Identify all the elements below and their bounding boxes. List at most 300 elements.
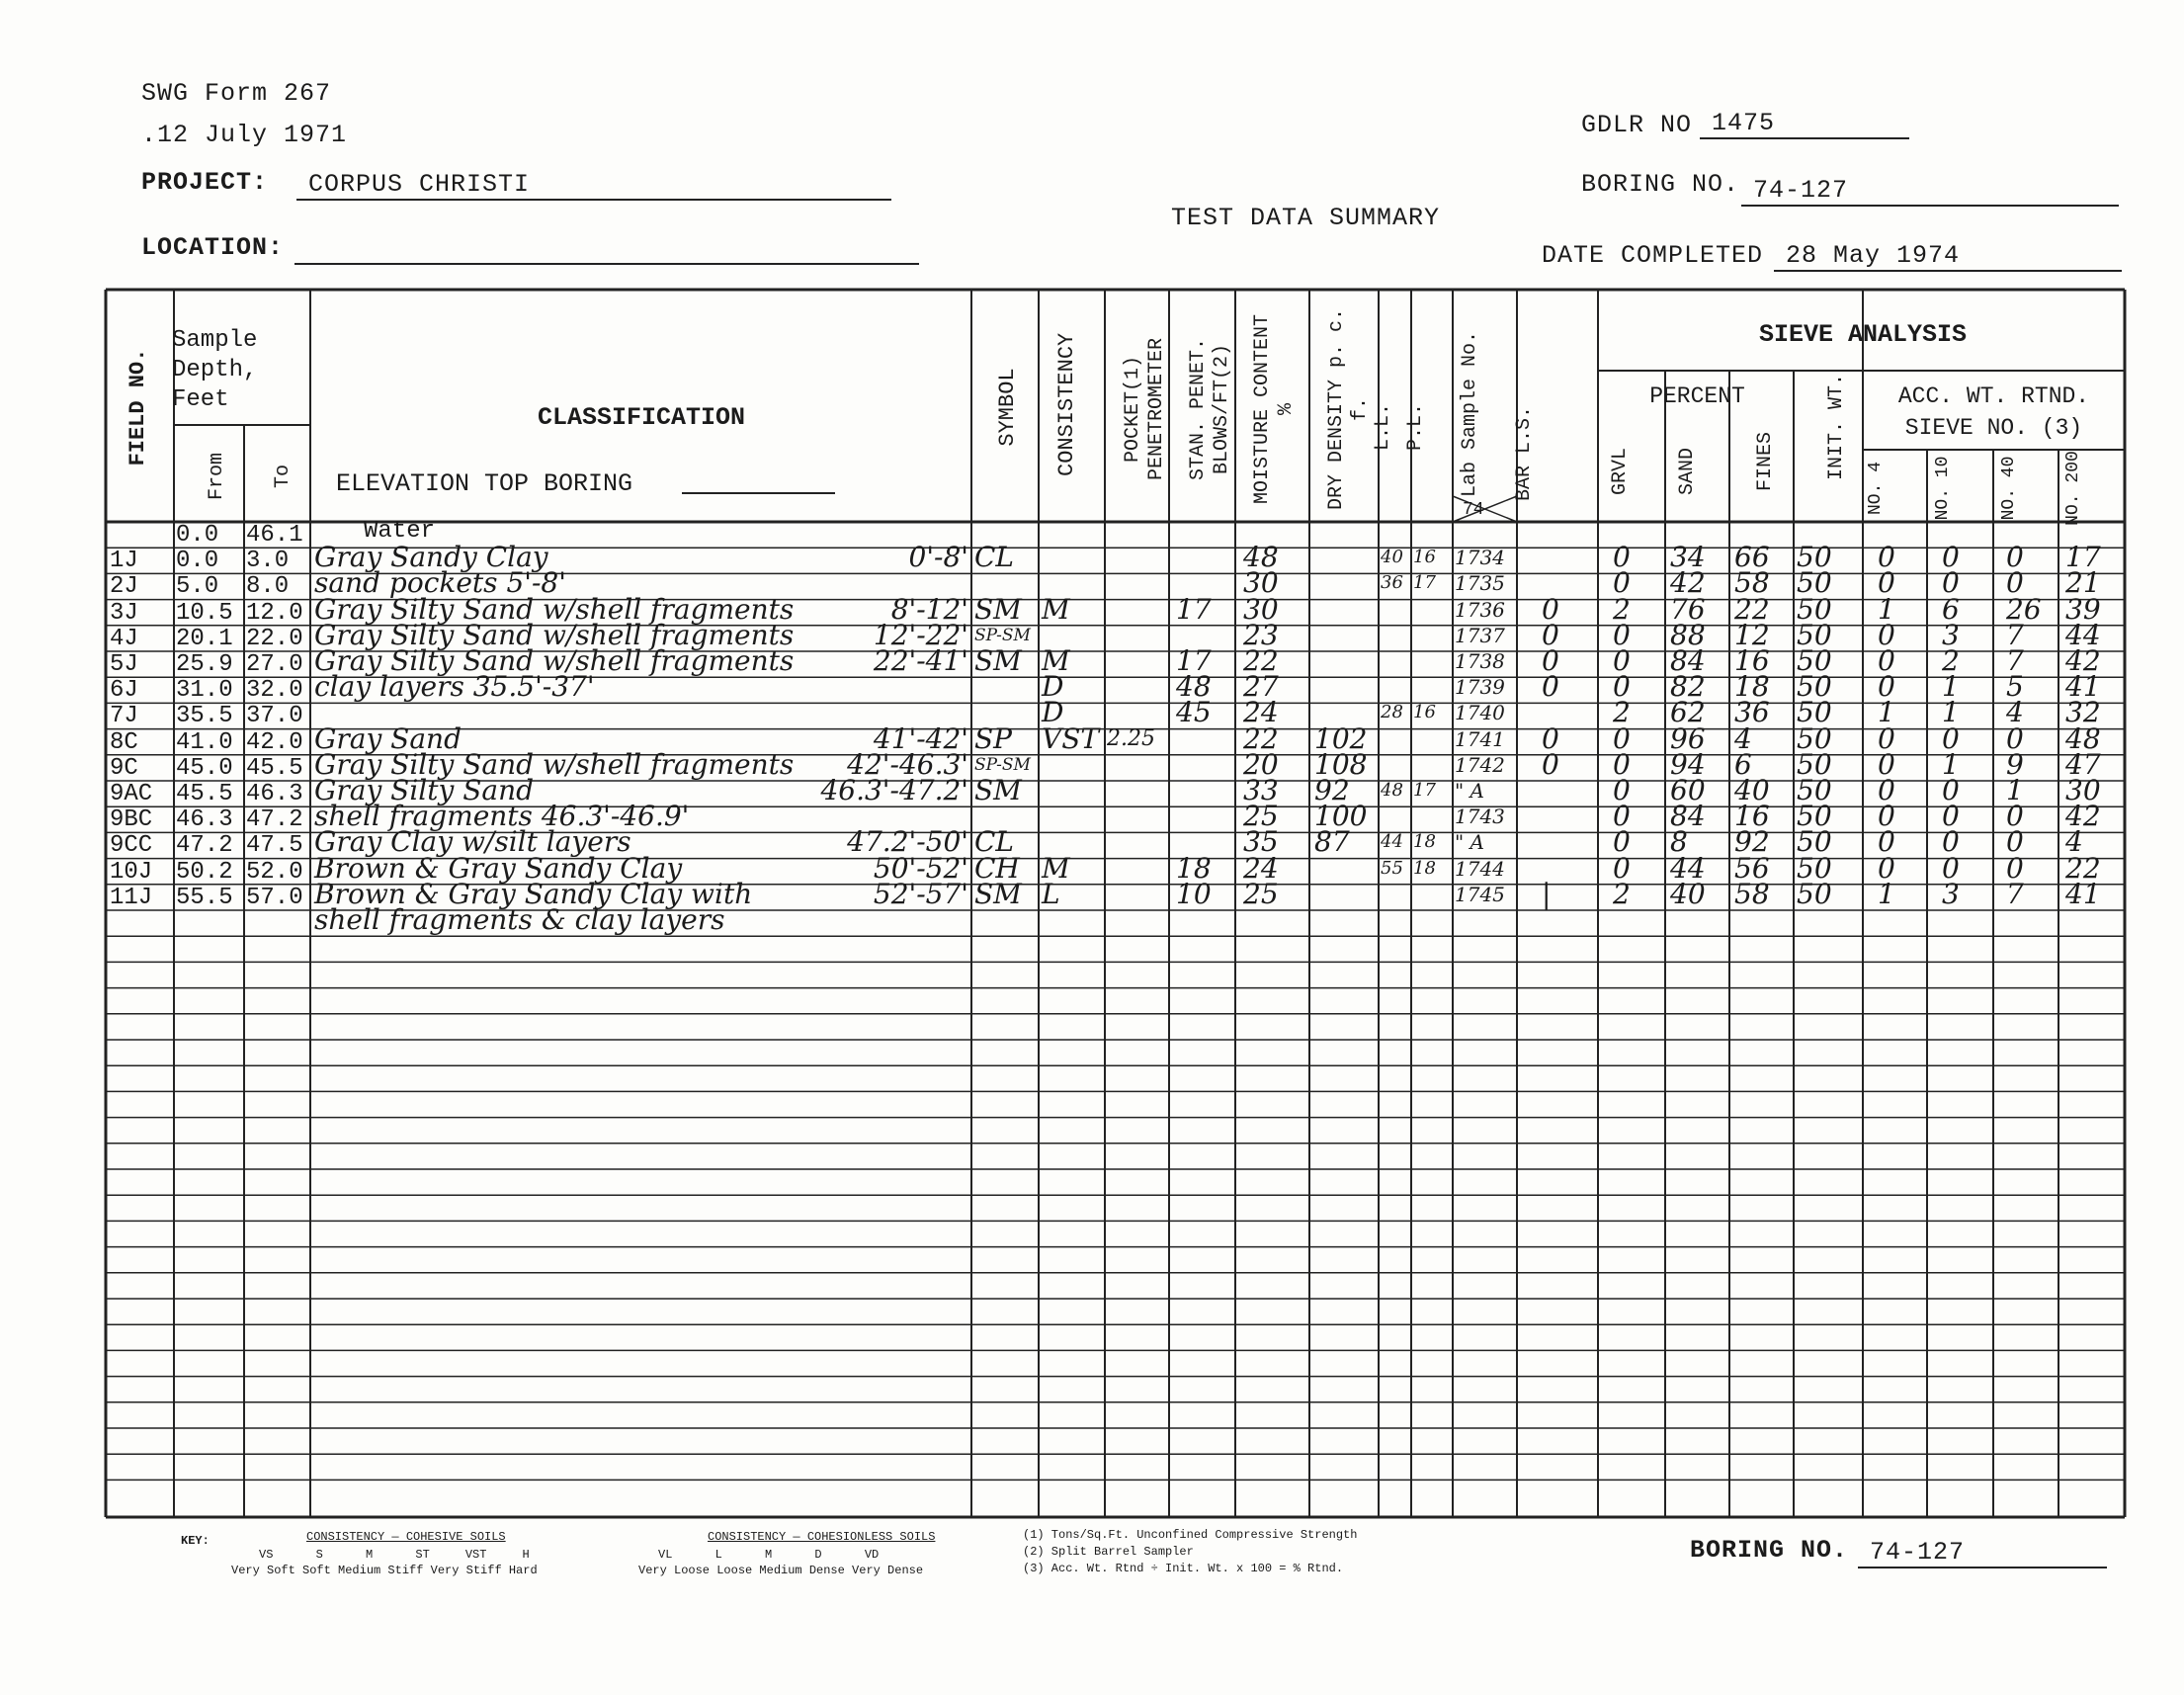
cell-n200: 30: [2065, 774, 2101, 806]
col-stan-penet: STAN. PENET. BLOWS/FT(2): [1187, 337, 1233, 481]
cell-cons: [1042, 907, 1103, 933]
cell-n200: 42: [2065, 644, 2101, 677]
cell-dry: [1314, 882, 1378, 907]
cell-stan: [1176, 778, 1233, 804]
cell-dry: 92: [1314, 774, 1350, 806]
cell-n4: 1: [1878, 592, 1895, 626]
cell-init: 50: [1797, 851, 1832, 885]
cell-moist: 35: [1243, 825, 1279, 859]
cell-grvl: 2: [1613, 592, 1631, 626]
cell-grvl: 0: [1613, 618, 1631, 651]
cell-cons: D: [1042, 696, 1064, 729]
cell-n10: 3: [1942, 877, 1960, 910]
cell-from: 45.5: [176, 781, 233, 807]
cell-grvl: 0: [1613, 721, 1631, 755]
cell-symbol: SM: [974, 644, 1022, 677]
cell-dry: [1314, 907, 1378, 933]
cell-pocket: [1107, 519, 1168, 545]
cell-cons: [1042, 804, 1103, 829]
cell-classification: Gray Silty Sand w/shell fragments: [314, 618, 795, 651]
cell-n200: 22: [2065, 851, 2101, 885]
cell-n40: 0: [2006, 541, 2024, 574]
cell-moist: 25: [1243, 877, 1279, 910]
cell-n200: [2065, 907, 2123, 933]
cell-lab: 1737: [1455, 623, 1505, 647]
cell-classification: clay layers 35.5'-37': [314, 670, 595, 704]
cell-to: 8.0: [246, 573, 290, 601]
col-no40: NO. 40: [1999, 456, 2019, 521]
cell-n200: 41: [2065, 877, 2101, 910]
date-completed-label: DATE COMPLETED: [1542, 241, 1764, 270]
cell-init: 50: [1797, 618, 1832, 651]
footer-boring-label: BORING NO.: [1690, 1536, 1849, 1565]
cell-stan: [1176, 752, 1233, 778]
cell-moist: 24: [1243, 851, 1279, 885]
cell-n10: 1: [1942, 670, 1960, 704]
cell-pl: 17: [1413, 780, 1436, 801]
col-sieve-no: SIEVE NO. (3): [1904, 415, 2083, 441]
cell-stan: 18: [1176, 851, 1212, 885]
cell-n200: 17: [2065, 541, 2101, 574]
cell-sand: 60: [1670, 774, 1706, 806]
cell-grvl: 2: [1613, 877, 1631, 910]
cell-ll: [1381, 674, 1410, 700]
cell-moist: 22: [1243, 644, 1279, 677]
cell-n4: 0: [1878, 800, 1895, 833]
cell-ll: 40: [1381, 547, 1403, 568]
cell-cons: VST: [1042, 721, 1100, 755]
cell-lab: 1734: [1455, 546, 1505, 570]
cell-moist: 30: [1243, 592, 1279, 626]
col-grvl: GRVL: [1609, 448, 1632, 496]
cell-dry: [1314, 519, 1378, 545]
cell-pl: [1413, 804, 1453, 829]
cell-ll: 48: [1381, 780, 1403, 801]
cell-lab: " A: [1455, 779, 1484, 803]
cell-pocket: [1107, 752, 1168, 778]
cell-from: 25.9: [176, 651, 233, 678]
cell-to: 52.0: [246, 858, 303, 886]
cell-fines: 58: [1734, 566, 1770, 600]
cell-ll: [1381, 752, 1410, 778]
cell-field: 6J: [110, 677, 138, 705]
cell-symbol: [974, 674, 1038, 700]
cell-fines: 16: [1734, 644, 1770, 677]
cell-sand: 40: [1670, 877, 1706, 910]
cell-n40: 7: [2006, 877, 2024, 910]
cell-to: 46.3: [246, 781, 303, 807]
key-note-1: (1) Tons/Sq.Ft. Unconfined Compressive Strength: [1023, 1528, 1358, 1542]
col-bar-ls: BAR L.S.: [1513, 406, 1536, 502]
cell-n200: 21: [2065, 566, 2101, 600]
col-fines: FINES: [1754, 432, 1777, 492]
cell-moist: 27: [1243, 670, 1279, 704]
cell-init: 50: [1797, 800, 1832, 833]
cell-pl: [1413, 623, 1453, 648]
cell-to: 42.0: [246, 728, 303, 756]
cell-pl: 16: [1413, 547, 1436, 568]
col-symbol: SYMBOL: [995, 368, 1020, 447]
cell-bar: 0: [1542, 721, 1559, 755]
cell-sand: [1670, 907, 1727, 933]
cell-sand: 42: [1670, 566, 1706, 600]
cell-moist: 25: [1243, 800, 1279, 833]
cell-n4: [1878, 907, 1925, 933]
cell-from: 0.0: [176, 522, 219, 549]
cell-sand: 76: [1670, 592, 1706, 626]
cell-pocket: [1107, 829, 1168, 855]
cell-fines: 4: [1734, 721, 1752, 755]
cell-n40: 0: [2006, 721, 2024, 755]
cell-ll: [1381, 882, 1410, 907]
cell-sand: 44: [1670, 851, 1706, 885]
cell-classification: sand pockets 5'-8': [314, 566, 566, 600]
cell-from: 45.0: [176, 754, 233, 782]
cell-n40: 1: [2006, 774, 2024, 806]
cell-dry: 108: [1314, 747, 1368, 781]
cell-from: 31.0: [176, 677, 233, 705]
cell-lab: 1744: [1455, 856, 1505, 881]
cell-n200: 44: [2065, 618, 2101, 651]
cell-fines: 18: [1734, 670, 1770, 704]
cell-to: 47.2: [246, 806, 303, 834]
cell-n10: 2: [1942, 644, 1960, 677]
cell-stan: 17: [1176, 644, 1212, 677]
cell-init: 50: [1797, 721, 1832, 755]
cell-pl: [1413, 882, 1453, 907]
cell-classification: shell fragments & clay layers: [314, 903, 725, 936]
key-cohesionless-words: Very Loose Loose Medium Dense Very Dense: [638, 1564, 924, 1577]
cell-fines: 58: [1734, 877, 1770, 910]
cell-lab: 1739: [1455, 675, 1505, 700]
cell-sand: 88: [1670, 618, 1706, 651]
cell-init: 50: [1797, 566, 1832, 600]
cell-fines: 56: [1734, 851, 1770, 885]
cell-dry: [1314, 856, 1378, 882]
cell-from: 46.3: [176, 806, 233, 834]
cell-n40: 7: [2006, 618, 2024, 651]
cell-init: 50: [1797, 670, 1832, 704]
cell-n10: 1: [1942, 696, 1960, 729]
col-init-wt: INIT. WT.: [1825, 373, 1848, 481]
cell-moist: 33: [1243, 774, 1279, 806]
cell-n40: 0: [2006, 825, 2024, 859]
cell-lab: 1742: [1455, 752, 1505, 777]
cell-classification: Gray Sandy Clay: [314, 541, 548, 574]
date-completed-field: 28 May 1974: [1774, 241, 2122, 272]
cell-sand: 82: [1670, 670, 1706, 704]
cell-ll: 36: [1381, 572, 1403, 594]
cell-n4: 1: [1878, 696, 1895, 729]
cell-bar: 0: [1542, 592, 1559, 626]
cell-pl: 18: [1413, 857, 1436, 879]
cell-n40: 5: [2006, 670, 2024, 704]
cell-n40: [2006, 907, 2058, 933]
cell-pocket: [1107, 648, 1168, 674]
cell-symbol: CH: [974, 851, 1020, 885]
cell-pocket: [1107, 674, 1168, 700]
cell-n10: 0: [1942, 851, 1960, 885]
cell-classification: Brown & Gray Sandy Clay with: [314, 877, 753, 910]
cell-fines: 66: [1734, 541, 1770, 574]
cell-symbol: SP-SM: [974, 625, 1031, 645]
cell-n4: 0: [1878, 774, 1895, 806]
cell-n10: 0: [1942, 721, 1960, 755]
cell-grvl: 0: [1613, 670, 1631, 704]
cell-from: 0.0: [176, 548, 219, 575]
cell-pocket: [1107, 597, 1168, 623]
key-cohesionless-codes: VL L M D VD: [658, 1548, 880, 1562]
cell-pl: 17: [1413, 572, 1436, 594]
cell-pl: [1413, 752, 1453, 778]
key-cohesive-words: Very Soft Soft Medium Stiff Very Stiff Hard: [231, 1564, 538, 1577]
cell-n10: 0: [1942, 541, 1960, 574]
cell-classification: Gray Clay w/silt layers: [314, 825, 631, 859]
cell-to: 45.5: [246, 754, 303, 782]
cell-n4: 0: [1878, 721, 1895, 755]
cell-to: 47.5: [246, 832, 303, 860]
cell-moist: 48: [1243, 541, 1279, 574]
col-to: To: [272, 465, 294, 489]
cell-field: 9BC: [110, 806, 153, 834]
cell-lab: 1736: [1455, 597, 1505, 622]
cell-lab: [1455, 519, 1516, 545]
cell-field: 3J: [110, 599, 138, 627]
cell-field: 10J: [110, 858, 153, 886]
cell-n200: 42: [2065, 800, 2101, 833]
cell-cons: L: [1042, 877, 1060, 910]
col-elevation: ELEVATION TOP BORING: [336, 469, 633, 498]
cell-cons: M: [1042, 851, 1070, 885]
cell-fines: 36: [1734, 696, 1770, 729]
col-dry-density: DRY DENSITY p. c. f.: [1325, 307, 1372, 511]
cell-to: [246, 911, 309, 937]
cell-bar: [1542, 778, 1597, 804]
cell-fines: 40: [1734, 774, 1770, 806]
cell-fines: 12: [1734, 618, 1770, 651]
cell-bar: 0: [1542, 670, 1559, 704]
col-consistency: CONSISTENCY: [1054, 332, 1079, 476]
cell-n4: 0: [1878, 618, 1895, 651]
cell-dry: 102: [1314, 721, 1368, 755]
cell-stan: [1176, 519, 1233, 545]
cell-dry: 87: [1314, 825, 1350, 859]
cell-symbol: SP: [974, 721, 1013, 755]
cell-fines: 92: [1734, 825, 1770, 859]
cell-ll: 28: [1381, 702, 1403, 723]
cell-init: 50: [1797, 774, 1832, 806]
cell-dry: 100: [1314, 800, 1368, 833]
col-pl: P.L.: [1404, 403, 1427, 452]
key-label: KEY:: [181, 1534, 210, 1548]
cell-classification: Gray Silty Sand: [314, 774, 535, 806]
cell-grvl: 0: [1613, 566, 1631, 600]
cell-stan: [1176, 907, 1233, 933]
cell-ll: [1381, 907, 1410, 933]
cell-stan: [1176, 804, 1233, 829]
cell-fines: [1734, 907, 1792, 933]
cell-classification: Gray Silty Sand w/shell fragments: [314, 644, 795, 677]
cell-n10: 6: [1942, 592, 1960, 626]
cell-n40: 4: [2006, 696, 2024, 729]
cell-n4: 0: [1878, 670, 1895, 704]
cell-dry: [1314, 648, 1378, 674]
cell-pl: 16: [1413, 702, 1436, 723]
cell-field: 9CC: [110, 832, 153, 860]
cell-grvl: 0: [1613, 825, 1631, 859]
cell-from: 47.2: [176, 832, 233, 860]
project-label: PROJECT:: [141, 168, 269, 197]
cell-n10: 0: [1942, 825, 1960, 859]
cell-n4: 0: [1878, 825, 1895, 859]
cell-init: 50: [1797, 592, 1832, 626]
cell-range: 46.3'-47.2': [820, 774, 968, 806]
cell-stan: [1176, 726, 1233, 752]
boring-field: 74-127: [1741, 176, 2119, 207]
col-pocket-penetrometer: POCKET(1) PENETROMETER: [1122, 337, 1168, 481]
cell-n10: 1: [1942, 747, 1960, 781]
cell-sand: 62: [1670, 696, 1706, 729]
cell-sand: 34: [1670, 541, 1706, 574]
cell-n200: 47: [2065, 747, 2101, 781]
cell-grvl: 0: [1613, 851, 1631, 885]
cell-symbol: SM: [974, 592, 1022, 626]
cell-from: 35.5: [176, 703, 233, 730]
cell-n40: 0: [2006, 800, 2024, 833]
key-cohesionless-title: CONSISTENCY — COHESIONLESS SOILS: [708, 1530, 936, 1544]
cell-range: 22'-41': [873, 644, 968, 677]
cell-cons: M: [1042, 592, 1070, 626]
cell-to: 46.1: [246, 522, 303, 549]
cell-pocket: [1107, 700, 1168, 725]
project-field: CORPUS CHRISTI: [296, 170, 891, 201]
cell-pl: [1413, 907, 1453, 933]
cell-range: [781, 907, 968, 933]
key-note-2: (2) Split Barrel Sampler: [1023, 1545, 1194, 1559]
cell-from: 55.5: [176, 884, 233, 911]
cell-range: 0'-8': [908, 541, 968, 574]
cell-bar: [1542, 545, 1597, 570]
cell-grvl: 0: [1613, 747, 1631, 781]
cell-pl: [1413, 519, 1453, 545]
cell-field: 9AC: [110, 781, 153, 807]
elevation-field: [682, 492, 835, 494]
cell-n4: 0: [1878, 541, 1895, 574]
cell-bar: [1542, 519, 1597, 545]
cell-range: 12'-22': [873, 618, 968, 651]
cell-n4: 1: [1878, 877, 1895, 910]
key-cohesive-codes: VS S M ST VST H: [259, 1548, 530, 1562]
cell-bar: |: [1542, 877, 1552, 910]
form-id: SWG Form 267: [141, 79, 332, 108]
cell-ll: [1381, 648, 1410, 674]
cell-n200: 48: [2065, 721, 2101, 755]
gdlr-field: 1475: [1700, 109, 1909, 139]
footer-boring-field: 74-127: [1858, 1538, 2107, 1568]
cell-range: 52'-57': [873, 877, 968, 910]
cell-ll: [1381, 726, 1410, 752]
cell-grvl: 0: [1613, 541, 1631, 574]
cell-moist: 22: [1243, 721, 1279, 755]
cell-n40: 0: [2006, 566, 2024, 600]
cell-sand: 96: [1670, 721, 1706, 755]
cell-classification: Gray Sand: [314, 721, 462, 755]
cell-symbol: SP-SM: [974, 754, 1031, 775]
cell-field: 1J: [110, 548, 138, 575]
col-moisture: MOISTURE CONTENT %: [1251, 313, 1298, 505]
cell-symbol: CL: [974, 541, 1015, 574]
cell-dry: [1314, 623, 1378, 648]
form-title: TEST DATA SUMMARY: [1171, 204, 1441, 232]
cell-n4: 0: [1878, 644, 1895, 677]
cell-from: 5.0: [176, 573, 219, 601]
cell-init: 50: [1797, 747, 1832, 781]
cell-pocket: [1107, 882, 1168, 907]
cell-grvl: 0: [1613, 644, 1631, 677]
cell-n10: [1942, 907, 1991, 933]
cell-n10: 0: [1942, 800, 1960, 833]
cell-pl: [1413, 674, 1453, 700]
cell-n200: 32: [2065, 696, 2101, 729]
cell-pl: 18: [1413, 831, 1436, 853]
cell-n40: 9: [2006, 747, 2024, 781]
cell-dry: [1314, 597, 1378, 623]
cell-init: [1797, 907, 1862, 933]
cell-n200: 41: [2065, 670, 2101, 704]
cell-n10: 3: [1942, 618, 1960, 651]
cell-n200: 4: [2065, 825, 2083, 859]
cell-to: 32.0: [246, 677, 303, 705]
boring-label: BORING NO.: [1581, 170, 1740, 199]
col-no10: NO. 10: [1933, 456, 1953, 521]
cell-pl: [1413, 648, 1453, 674]
cell-to: 57.0: [246, 884, 303, 911]
cell-cons: D: [1042, 670, 1064, 704]
cell-from: [176, 911, 243, 937]
key-note-3: (3) Acc. Wt. Rtnd ÷ Init. Wt. x 100 = % Rtnd.: [1023, 1562, 1344, 1575]
cell-grvl: 0: [1613, 800, 1631, 833]
cell-moist: 23: [1243, 618, 1279, 651]
cell-pl: [1413, 597, 1453, 623]
cell-bar: [1542, 829, 1597, 855]
cell-stan: [1176, 545, 1233, 570]
key-cohesive-title: CONSISTENCY — COHESIVE SOILS: [306, 1530, 506, 1544]
cell-from: 41.0: [176, 728, 233, 756]
cell-bar: [1542, 907, 1597, 933]
cell-bar: 0: [1542, 644, 1559, 677]
cell-lab: 1745: [1455, 882, 1505, 906]
cell-lab: 1738: [1455, 649, 1505, 673]
cell-range: 50'-52': [873, 851, 968, 885]
cell-dry: [1314, 545, 1378, 570]
cell-init: 50: [1797, 825, 1832, 859]
cell-ll: 55: [1381, 857, 1403, 879]
cell-bar: 0: [1542, 618, 1559, 651]
form-date: .12 July 1971: [141, 121, 348, 149]
cell-field: 4J: [110, 625, 138, 652]
col-ll: L.L.: [1372, 403, 1394, 452]
cell-fines: 16: [1734, 800, 1770, 833]
cell-classification: Water: [364, 518, 436, 545]
cell-field: 8C: [110, 728, 138, 756]
cell-classification: Gray Silty Sand w/shell fragments: [314, 747, 795, 781]
cell-classification: Gray Silty Sand w/shell fragments: [314, 592, 795, 626]
cell-grvl: 2: [1613, 696, 1631, 729]
cell-cons: [1042, 545, 1103, 570]
cell-stan: 45: [1176, 696, 1212, 729]
cell-n10: 0: [1942, 566, 1960, 600]
cell-to: 3.0: [246, 548, 290, 575]
